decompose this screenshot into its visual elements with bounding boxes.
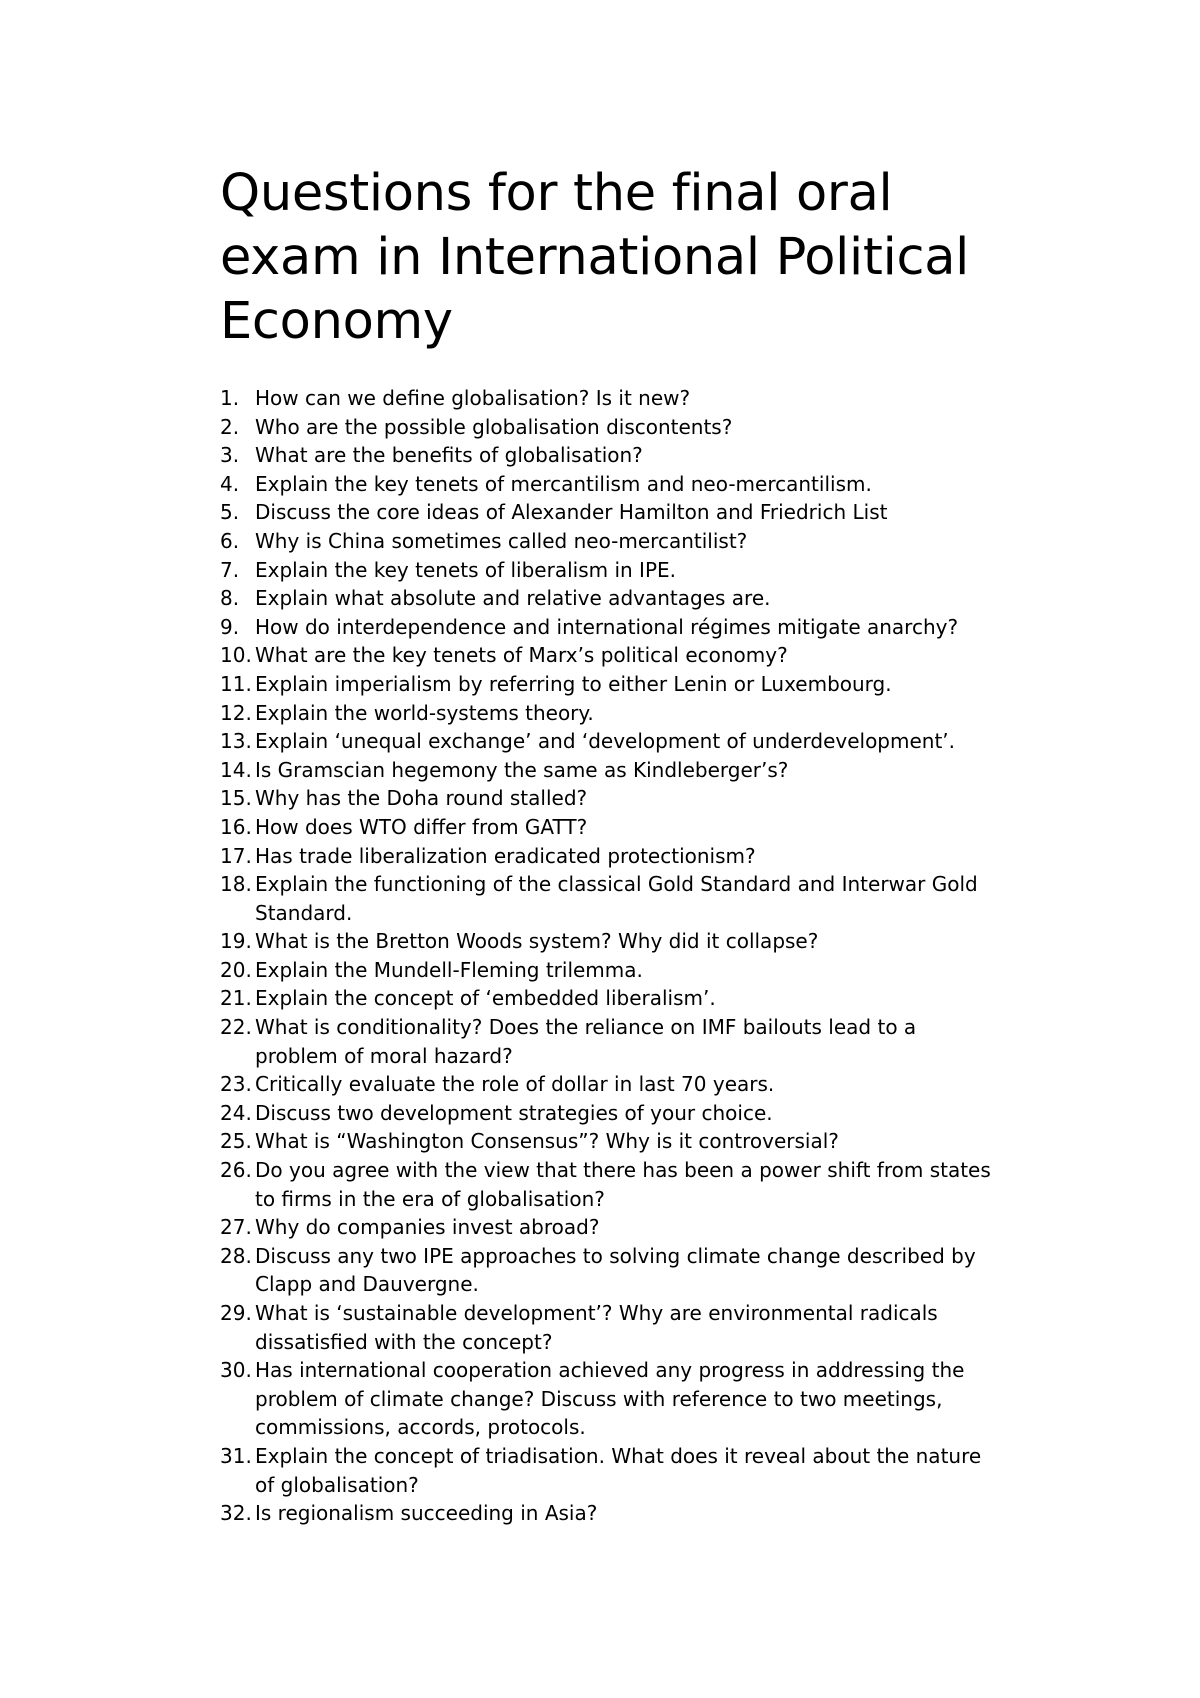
- question-number: 23.: [220, 1072, 252, 1097]
- question-item: [220, 756, 1000, 785]
- question-number: 7.: [220, 557, 240, 582]
- question-text: Why is China sometimes called neo-mercantilist?: [255, 528, 748, 553]
- question-item: [220, 441, 1000, 470]
- question-item: [220, 984, 1000, 1013]
- question-text: What are the key tenets of Marx’s political economy?: [255, 643, 788, 668]
- question-item: [220, 784, 1000, 813]
- question-number: 3.: [220, 443, 240, 468]
- question-item: [220, 1442, 1000, 1499]
- question-text: Critically evaluate the role of dollar in last 70 years.: [255, 1072, 775, 1097]
- question-text: What are the benefits of globalisation?: [255, 443, 643, 468]
- question-item: [220, 1156, 1000, 1213]
- question-number: 18.: [220, 872, 252, 897]
- question-item: [220, 498, 1000, 527]
- question-number: 26.: [220, 1158, 252, 1183]
- question-number: 1.: [220, 386, 240, 410]
- question-item: [220, 727, 1000, 756]
- question-text: Has international cooperation achieved any progress in addressing the problem of climate change? Discuss with reference to two meetings, commissions, accords, protocols.: [255, 1358, 971, 1440]
- question-text: Explain the key tenets of liberalism in IPE.: [255, 557, 677, 582]
- question-item: [220, 384, 1000, 413]
- question-text: What is “Washington Consensus”? Why is it controversial?: [255, 1129, 839, 1154]
- question-item: [220, 842, 1000, 871]
- question-item: [220, 584, 1000, 613]
- question-text: Discuss two development strategies of your choice.: [255, 1100, 773, 1125]
- question-number: 20.: [220, 957, 252, 982]
- question-item: [220, 699, 1000, 728]
- question-number: 19.: [220, 929, 252, 954]
- question-number: 29.: [220, 1301, 252, 1325]
- question-item: [220, 1070, 1000, 1099]
- question-text: Has trade liberalization eradicated protectionism?: [255, 843, 756, 868]
- question-number: 25.: [220, 1129, 252, 1154]
- question-text: Explain the concept of ‘embedded liberalism’.: [255, 986, 716, 1011]
- question-number: 13.: [220, 729, 252, 754]
- question-text: Explain the key tenets of mercantilism and neo-mercantilism.: [255, 471, 872, 496]
- question-text: What is the Bretton Woods system? Why did it collapse?: [255, 929, 819, 954]
- question-item: [220, 1213, 1000, 1242]
- question-number: 6.: [220, 528, 240, 553]
- question-number: 27.: [220, 1215, 252, 1240]
- question-text: Who are the possible globalisation discontents?: [255, 414, 733, 439]
- question-text: How does WTO differ from GATT?: [255, 814, 588, 839]
- question-text: Is Gramscian hegemony the same as Kindleberger’s?: [255, 757, 789, 782]
- question-number: 16.: [220, 814, 252, 839]
- question-item: [220, 1356, 1000, 1442]
- question-text: Explain the concept of triadisation. What does it reveal about the nature of globalisation?: [255, 1443, 988, 1497]
- question-item: [220, 641, 1000, 670]
- question-number: 8.: [220, 586, 240, 611]
- question-item: [220, 1099, 1000, 1128]
- question-number: 32.: [220, 1501, 252, 1526]
- question-text: What is ‘sustainable development’? Why are environmental radicals dissatisfied with the concept?: [255, 1301, 945, 1354]
- question-item: [220, 1127, 1000, 1156]
- question-text: What is conditionality? Does the reliance on IMF bailouts lead to a problem of moral hazard?: [255, 1015, 923, 1068]
- question-item: [220, 1499, 1000, 1528]
- question-number: 15.: [220, 786, 252, 811]
- question-text: Explain the Mundell-Fleming trilemma.: [255, 957, 643, 982]
- question-item: [220, 813, 1000, 842]
- question-item: [220, 556, 1000, 585]
- question-number: 31.: [220, 1443, 252, 1468]
- question-item: [220, 956, 1000, 985]
- question-number: 5.: [220, 500, 240, 525]
- question-item: [220, 670, 1000, 699]
- question-text: Is regionalism succeeding in Asia?: [255, 1501, 598, 1526]
- question-number: 4.: [220, 471, 240, 496]
- question-text: Explain the world-systems theory.: [255, 700, 594, 725]
- question-number: 10.: [220, 643, 252, 668]
- question-text: Explain imperialism by referring to either Lenin or Luxembourg.: [255, 671, 892, 696]
- question-item: [220, 413, 1000, 442]
- question-item: [220, 1242, 1000, 1299]
- question-text: Discuss the core ideas of Alexander Hamilton and Friedrich List: [255, 500, 888, 525]
- question-text: Discuss any two IPE approaches to solving climate change described by Clapp and Dauvergne.: [255, 1243, 983, 1297]
- question-number: 2.: [220, 414, 240, 439]
- question-number: 9.: [220, 614, 240, 639]
- question-item: [220, 613, 1000, 642]
- question-list: [220, 384, 1000, 1528]
- question-number: 14.: [220, 757, 252, 782]
- question-number: 24.: [220, 1100, 252, 1125]
- question-text: How can we define globalisation? Is it new?: [255, 386, 691, 410]
- question-text: Why has the Doha round stalled?: [255, 786, 588, 811]
- question-item: [220, 870, 1000, 927]
- question-item: [220, 927, 1000, 956]
- question-text: Do you agree with the view that there has been a power shift from states to firms in the era of globalisation?: [255, 1158, 998, 1211]
- question-item: [220, 1299, 1000, 1356]
- question-number: 12.: [220, 700, 252, 725]
- question-text: Why do companies invest abroad?: [255, 1215, 600, 1240]
- question-item: [220, 470, 1000, 499]
- question-text: How do interdependence and international régimes mitigate anarchy?: [255, 614, 959, 639]
- document-title: Questions for the final oral exam in International Political Economy: [220, 164, 970, 351]
- question-item: [220, 1013, 1000, 1070]
- question-text: Explain the functioning of the classical Gold Standard and Interwar Gold Standard.: [255, 872, 985, 925]
- question-item: [220, 527, 1000, 556]
- question-number: 21.: [220, 986, 252, 1011]
- question-number: 17.: [220, 843, 252, 868]
- question-number: 30.: [220, 1358, 252, 1383]
- question-number: 11.: [220, 671, 252, 696]
- question-text: Explain ‘unequal exchange’ and ‘development of underdevelopment’.: [255, 729, 956, 754]
- question-text: Explain what absolute and relative advantages are.: [255, 586, 771, 611]
- question-number: 28.: [220, 1243, 252, 1268]
- question-number: 22.: [220, 1015, 252, 1040]
